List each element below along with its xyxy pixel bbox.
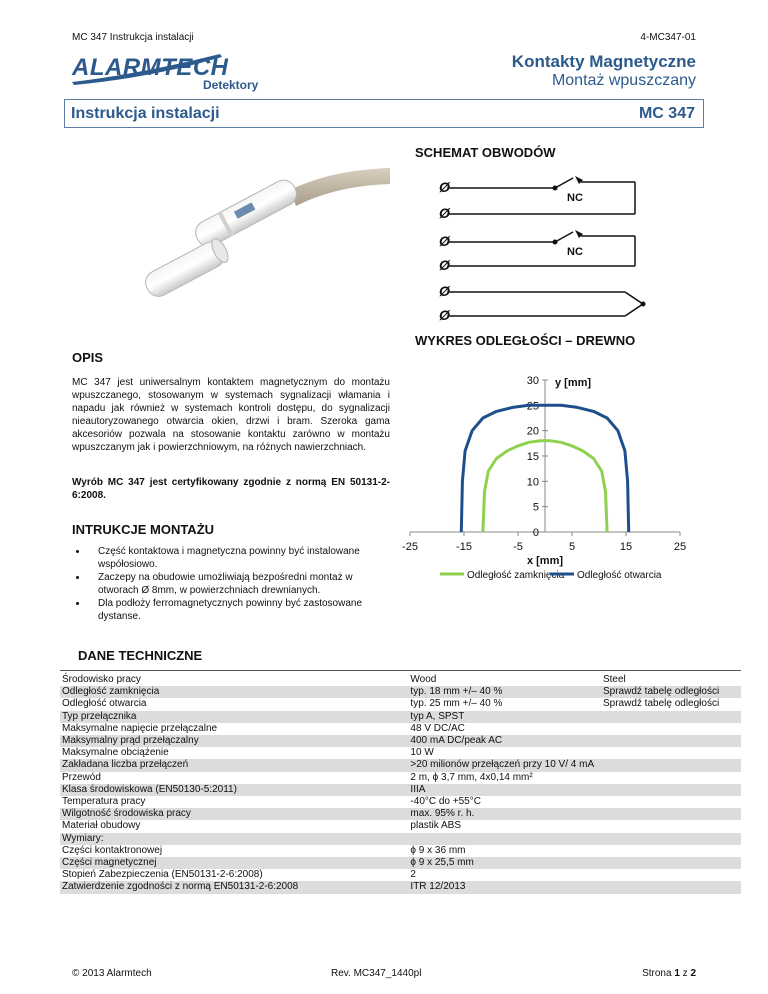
tech-value-steel: [601, 845, 741, 857]
tech-value-steel: [601, 869, 741, 881]
tech-value: Wood: [410, 674, 437, 685]
y-tick-label: 0: [532, 527, 539, 539]
tech-value: typ. 18 mm +/– 40 %: [408, 686, 601, 698]
tech-table: [60, 674, 741, 894]
tech-value-steel: [601, 796, 741, 808]
schematic-title: SCHEMAT OBWODÓW: [415, 145, 556, 160]
page-label: Strona: [642, 968, 675, 979]
tech-value: -40°C do +55°C: [410, 796, 481, 808]
tech-value: ϕ 9 x 36 mm: [410, 844, 466, 856]
tech-param: Typ przełącznika: [60, 711, 408, 723]
tech-param: Środowisko pracy: [62, 674, 141, 685]
title-bar-left: Instrukcja instalacji: [71, 105, 220, 122]
logo-text: ALARMTECH: [72, 54, 229, 81]
tech-value: plastik ABS: [410, 820, 462, 832]
tech-table-top-rule: [60, 670, 741, 671]
y-tick-label: 25: [526, 400, 539, 413]
tech-value: 2: [410, 869, 416, 881]
y-tick-label: 5: [532, 501, 539, 514]
logo-subtitle: Detektory: [203, 78, 259, 92]
tech-value-steel: [601, 772, 741, 784]
tech-row: [60, 808, 741, 820]
tech-param: Maksymalny prąd przełączalny: [60, 735, 408, 747]
y-tick-label: 10: [526, 476, 539, 489]
product-photo: [70, 150, 390, 330]
tech-value: typ A, SPST: [408, 711, 601, 723]
tech-param: Zatwierdzenie zgodności z normą EN50131-2-6:2008: [60, 881, 408, 893]
instruction-item: • Część kontaktowa i magnetyczna powinny być instalowane współosiowo.: [88, 545, 382, 571]
tech-param: Maksymalne obciążenie: [62, 747, 169, 759]
tech-param: Odległość zamknięcia: [60, 686, 408, 698]
tech-row: [60, 723, 741, 735]
tech-value: ITR 12/2013: [408, 881, 601, 893]
tech-value-steel: [601, 857, 741, 869]
x-tick-label: 25: [673, 541, 687, 553]
tech-param: Temperatura pracy: [62, 796, 146, 808]
tech-value: >20 milionów przełączeń przy 10 V/ 4 mA: [408, 759, 601, 771]
cert-text: Wyrób MC 347 jest certyfikowany zgodnie z normą EN 50131-2-6:2008.: [72, 477, 390, 501]
tech-value-steel: [601, 784, 741, 796]
tech-value-steel: [601, 711, 741, 723]
tech-value-steel: Steel: [602, 674, 626, 685]
tech-value-steel: [601, 833, 741, 845]
terminal-3: Ø: [439, 233, 450, 249]
page-of: z: [679, 968, 691, 979]
tech-param: Części kontaktronowej: [62, 844, 163, 856]
tech-row: [60, 711, 741, 723]
x-tick-label: 5: [568, 541, 576, 553]
tech-value-steel: Sprawdź tabelę odległości: [601, 686, 741, 698]
tech-value-steel: [601, 820, 741, 832]
instruction-item: • Zaczepy na obudowie umożliwiają bezpośredni montaż w otworach Ø 8mm, w powierzchniach drewnianych.: [88, 571, 382, 597]
tech-param: Odległość otwarcia: [62, 698, 147, 710]
instructions-heading: INTRUKCJE MONTAŻU: [72, 522, 215, 537]
terminal-2: Ø: [439, 205, 450, 221]
tech-row: [60, 674, 741, 686]
tech-row: [60, 833, 741, 845]
tech-row: [60, 857, 741, 869]
tech-param: Klasa środowiskowa (EN50130-5:2011): [60, 784, 408, 796]
tech-row: [60, 881, 741, 893]
tech-param: Przewód: [62, 771, 101, 783]
tech-heading: DANE TECHNICZNE: [78, 648, 203, 663]
x-axis-label: x [mm]: [526, 555, 564, 567]
tech-value: 10 W: [410, 747, 434, 759]
tech-row: [60, 772, 741, 784]
tech-value-steel: [601, 759, 741, 771]
page-number: 1: [674, 968, 680, 979]
tech-value-steel: Sprawdź tabelę odległości: [602, 698, 720, 710]
tech-row: [60, 869, 741, 881]
terminal-4: Ø: [439, 257, 450, 273]
tech-value: max. 95% r. h.: [408, 808, 601, 820]
instruction-item: • Dla podłoży ferromagnetycznych powinny być zastosowane dystanse.: [88, 597, 382, 623]
tech-row: [60, 686, 741, 698]
title-bar-model: MC 347: [638, 105, 695, 122]
opis-heading: OPIS: [72, 350, 104, 365]
tech-value-steel: [601, 723, 741, 735]
instructions-list: [62, 545, 382, 623]
tech-param: Wilgotność środowiska pracy: [60, 808, 408, 820]
terminal-5: Ø: [439, 283, 450, 299]
y-tick-label: 20: [526, 425, 539, 438]
terminal-6: Ø: [439, 307, 450, 323]
opis-text: MC 347 jest uniwersalnym kontaktem magnetycznym do montażu wpuszczanego, stosowanym w systemach sygnalizacji włamania i napadu jak również w systemach kontroli dostępu, do sygnalizacji nieautoryzowanego otwarcia okien, drzwi i bram. Szeroka gama akcesoriów pozwala na stosowanie kontaktu zarówno w montażu wpuszczanym jak i powierzchniowym, na różnych nawierzchniach.: [72, 377, 390, 453]
x-tick-label: -25: [402, 541, 418, 553]
tech-param: Materiał obudowy: [62, 820, 141, 832]
header-doc-title: MC 347 Instrukcja instalacji: [72, 32, 194, 43]
tech-value: ϕ 9 x 25,5 mm: [408, 857, 601, 869]
tech-value: typ. 25 mm +/– 40 %: [410, 698, 503, 710]
tech-row: [60, 784, 741, 796]
y-tick-label: 30: [526, 375, 539, 387]
header-doc-code: 4-MC347-01: [640, 32, 696, 43]
tech-row: [60, 820, 741, 832]
tech-param: Stopień Zabezpieczenia (EN50131-2-6:2008): [62, 869, 263, 881]
tech-row: [60, 796, 741, 808]
tech-value: [408, 833, 601, 845]
footer-revision: Rev. MC347_1440pl: [331, 968, 422, 979]
tech-value: 400 mA DC/peak AC: [408, 735, 601, 747]
tech-value-steel: [601, 808, 741, 820]
tech-value-steel: [601, 881, 741, 893]
tech-row: [60, 735, 741, 747]
x-tick-label: -5: [513, 541, 523, 553]
tech-param: Wymiary:: [60, 833, 408, 845]
product-family-subtitle: Montaż wpuszczany: [551, 72, 696, 89]
tech-value-steel: [601, 747, 741, 759]
circuit-schematic: [435, 170, 665, 322]
tech-row: [60, 698, 741, 710]
nc-label-1: NC: [567, 192, 583, 204]
tech-param: Części magnetycznej: [60, 857, 408, 869]
terminal-1: Ø: [439, 179, 450, 195]
tech-param: Maksymalne napięcie przełączalne: [62, 722, 218, 734]
tech-value: 48 V DC/AC: [410, 722, 465, 734]
tech-row: [60, 747, 741, 759]
tech-value-steel: [601, 735, 741, 747]
tech-row: [60, 759, 741, 771]
x-tick-label: 15: [619, 541, 633, 553]
chart-title: WYKRES ODLEGŁOŚCI – DREWNO: [415, 333, 636, 348]
page-total: 2: [690, 968, 696, 979]
product-family-title: Kontakty Magnetyczne: [511, 52, 696, 71]
nc-label-2: NC: [567, 246, 583, 258]
footer-page: [642, 968, 696, 979]
legend-label: Odległość zamknięcia: [467, 570, 565, 581]
distance-chart: [390, 368, 700, 598]
tech-value: IIIA: [408, 784, 601, 796]
y-axis-label: y [mm]: [555, 377, 592, 389]
tech-param: Zakładana liczba przełączeń: [60, 759, 408, 771]
tech-row: [60, 845, 741, 857]
y-tick-label: 15: [526, 451, 539, 463]
tech-value: 2 m, ϕ 3,7 mm, 4x0,14 mm²: [410, 771, 533, 783]
x-tick-label: -15: [456, 541, 472, 553]
footer-copyright: © 2013 Alarmtech: [72, 968, 152, 979]
title-bar: [64, 99, 704, 128]
legend-label: Odległość otwarcia: [577, 570, 662, 581]
